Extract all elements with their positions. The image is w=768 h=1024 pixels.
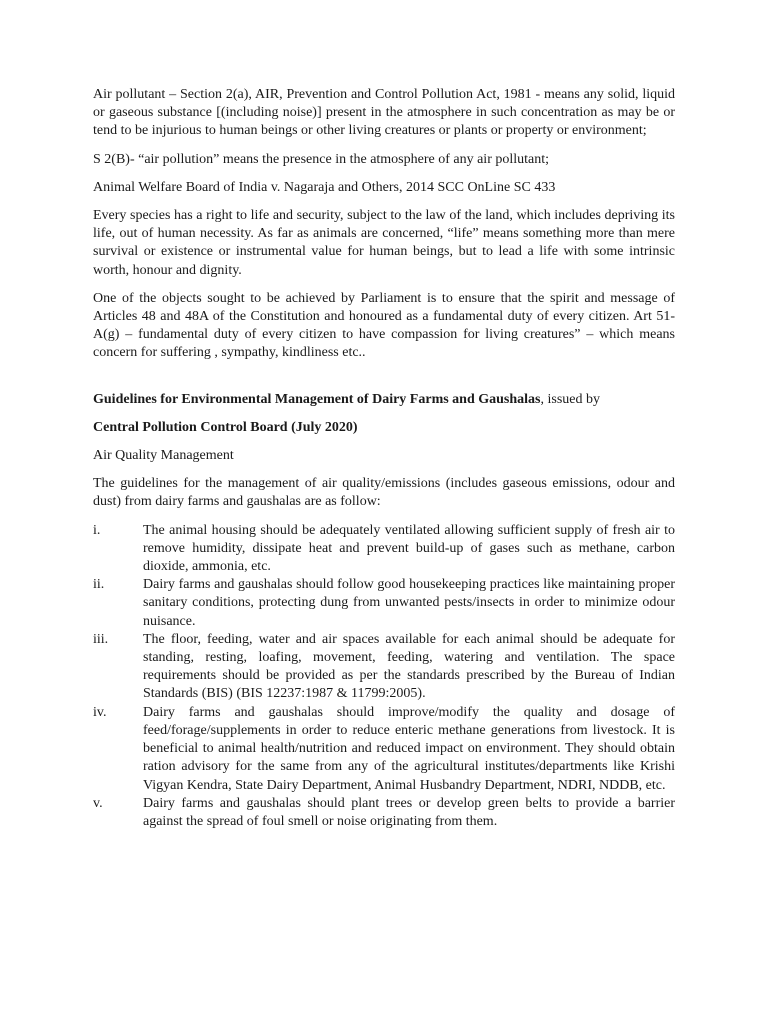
list-item-text: The animal housing should be adequately ventilated allowing sufficient supply of fresh air to remove humidity, dissipate heat and prevent build-up of gases such as methane, carbon dioxide, ammonia, etc. (143, 522, 675, 575)
list-marker: iv. (93, 704, 107, 720)
guidelines-heading-suffix: , issued by (540, 391, 601, 407)
list-marker: iii. (93, 631, 109, 647)
subheading-air-quality: Air Quality Management (93, 448, 234, 464)
paragraph-air-pollution-definition: S 2(B)- “air pollution” means the presence in the atmosphere of any air pollutant; (93, 151, 550, 167)
list-item (93, 704, 675, 795)
paragraph-right-to-life: Every species has a right to life and security, subject to the law of the land, which includes depriving its life, out of human necessity. As far as animals are concerned, “life” means something more than mere survival or existence or instrumental value for human beings, but to lead a life with some intrinsic worth, honour and dignity. (93, 208, 675, 278)
guidelines-intro: The guidelines for the management of air quality/emissions (includes gaseous emissions, odour and dust) from dairy farms and gaushalas are as follow: (93, 476, 675, 510)
list-item (93, 795, 675, 831)
list-item-text: Dairy farms and gaushalas should plant trees or develop green belts to provide a barrier against the spread of foul smell or noise originating from them. (143, 795, 675, 829)
paragraph-air-pollutant-definition: Air pollutant – Section 2(a), AIR, Prevention and Control Pollution Act, 1981 - means any solid, liquid or gaseous substance [(including noise)] present in the atmosphere in such concentration as may be or tend to be injurious to human beings or other living creatures or plants or property or environment; (93, 87, 675, 139)
document-page (93, 86, 675, 831)
guidelines-list (93, 522, 675, 831)
paragraph-case-citation: Animal Welfare Board of India v. Nagaraja and Others, 2014 SCC OnLine SC 433 (93, 179, 556, 195)
board-heading: Central Pollution Control Board (July 2020) (93, 419, 358, 435)
list-item (93, 631, 675, 704)
guidelines-heading (93, 391, 675, 409)
guidelines-heading-title: Guidelines for Environmental Management of Dairy Farms and Gaushalas (93, 391, 541, 407)
list-item (93, 522, 675, 577)
list-marker: v. (93, 795, 103, 811)
section-spacer (93, 373, 675, 391)
list-item (93, 576, 675, 631)
list-marker: i. (93, 522, 101, 538)
paragraph-parliament-objects: One of the objects sought to be achieved by Parliament is to ensure that the spirit and message of Articles 48 and 48A of the Constitution and honoured as a fundamental duty of every citizen. Art 51- A(g) – fundamental duty of every citizen to have compassion for living creatures” – which means concern for suffering , sympathy, kindliness etc.. (93, 290, 675, 361)
list-item-text: Dairy farms and gaushalas should follow good housekeeping practices like maintaining proper sanitary conditions, protecting dung from unwanted pests/insects in order to minimize odour nuisance. (143, 577, 675, 629)
list-item-text: The floor, feeding, water and air spaces available for each animal should be adequate for standing, resting, loafing, movement, feeding, watering and ventilation. The space requirements should be provided as per the standards prescribed by the Bureau of Indian Standards (BIS) (BIS 12237:1987 & 11799:2005). (143, 631, 675, 702)
list-item-text: Dairy farms and gaushalas should improve/modify the quality and dosage of feed/forage/supplements in order to reduce enteric methane generations from livestock. It is beneficial to animal health/nutrition and reduced impact on environment. They should obtain ration advisory for the same from any of the agricultural institutes/departments like Krishi Vigyan Kendra, State Dairy Department, Animal Husbandry Department, NDRI, NDDB, etc. (143, 704, 675, 793)
list-marker: ii. (93, 577, 105, 593)
